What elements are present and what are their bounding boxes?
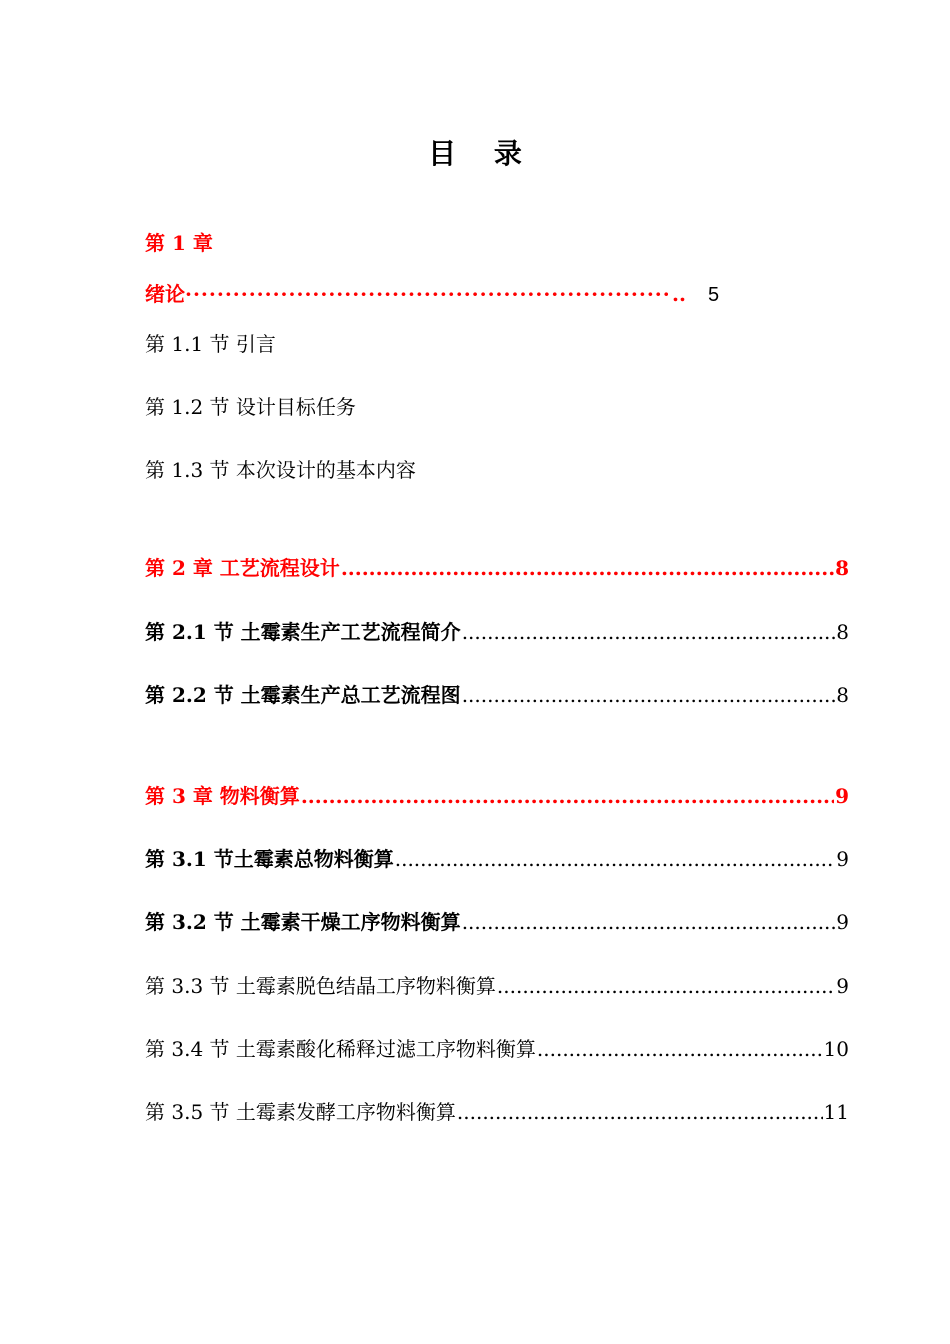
toc-section-label: 第 2.2 节 土霉素生产总工艺流程图 (145, 683, 461, 707)
toc-section-3-1[interactable] (145, 843, 849, 873)
toc-section-1-1[interactable]: 第 1.1 节 引言 (145, 332, 276, 356)
toc-chapter-2-entry[interactable] (145, 552, 849, 582)
toc-chapter-3-label: 第 3 章 物料衡算 (145, 784, 300, 808)
toc-leader-dots (462, 683, 836, 707)
toc-leader-dots (395, 847, 836, 871)
toc-section-2-2[interactable] (145, 679, 849, 709)
toc-page-number: 10 (823, 1037, 849, 1061)
toc-chapter-1-heading[interactable]: 第 1 章 (145, 231, 213, 255)
toc-leader-dots (462, 620, 836, 644)
toc-page-number: 11 (823, 1100, 849, 1124)
toc-chapter-1-entry[interactable] (145, 278, 745, 308)
toc-section-label: 第 2.1 节 土霉素生产工艺流程简介 (145, 620, 461, 644)
toc-page-number: 8 (836, 683, 849, 707)
toc-section-1-3[interactable]: 第 1.3 节 本次设计的基本内容 (145, 458, 416, 482)
toc-leader-tail: .. (672, 282, 686, 306)
toc-leader-dots (497, 974, 835, 998)
toc-leader-dots (301, 784, 834, 808)
toc-chapter-3-entry[interactable] (145, 780, 849, 810)
toc-section-3-2[interactable] (145, 906, 849, 936)
toc-leader-dots (462, 910, 836, 934)
toc-page-number: 9 (836, 847, 849, 871)
toc-section-3-5[interactable] (145, 1096, 849, 1126)
toc-page-number: 9 (835, 784, 849, 808)
toc-page-number: 9 (836, 910, 849, 934)
toc-leader-dots (341, 556, 834, 580)
toc-chapter-1-name: 绪论 (145, 282, 185, 306)
toc-section-1-2[interactable]: 第 1.2 节 设计目标任务 (145, 395, 356, 419)
toc-section-label: 第 3.2 节 土霉素干燥工序物料衡算 (145, 910, 461, 934)
toc-chapter-2-label: 第 2 章 工艺流程设计 (145, 556, 340, 580)
toc-section-2-1[interactable] (145, 616, 849, 646)
toc-page-number: 8 (835, 556, 849, 580)
toc-section-label: 第 3.5 节 土霉素发酵工序物料衡算 (145, 1100, 456, 1124)
toc-section-3-3[interactable] (145, 970, 849, 1000)
toc-section-label: 第 3.3 节 土霉素脱色结晶工序物料衡算 (145, 974, 496, 998)
toc-section-3-4[interactable] (145, 1033, 849, 1063)
toc-page-number: 8 (836, 620, 849, 644)
toc-leader-dots (457, 1100, 823, 1124)
toc-page-number: 5 (707, 284, 720, 306)
toc-leader-dots (537, 1037, 823, 1061)
toc-section-label: 第 3.1 节土霉素总物料衡算 (145, 847, 394, 871)
toc-section-label: 第 3.4 节 土霉素酸化稀释过滤工序物料衡算 (145, 1037, 536, 1061)
toc-page-number: 9 (836, 974, 849, 998)
toc-leader-dots (185, 282, 668, 306)
toc-title: 目 录 (428, 137, 536, 170)
